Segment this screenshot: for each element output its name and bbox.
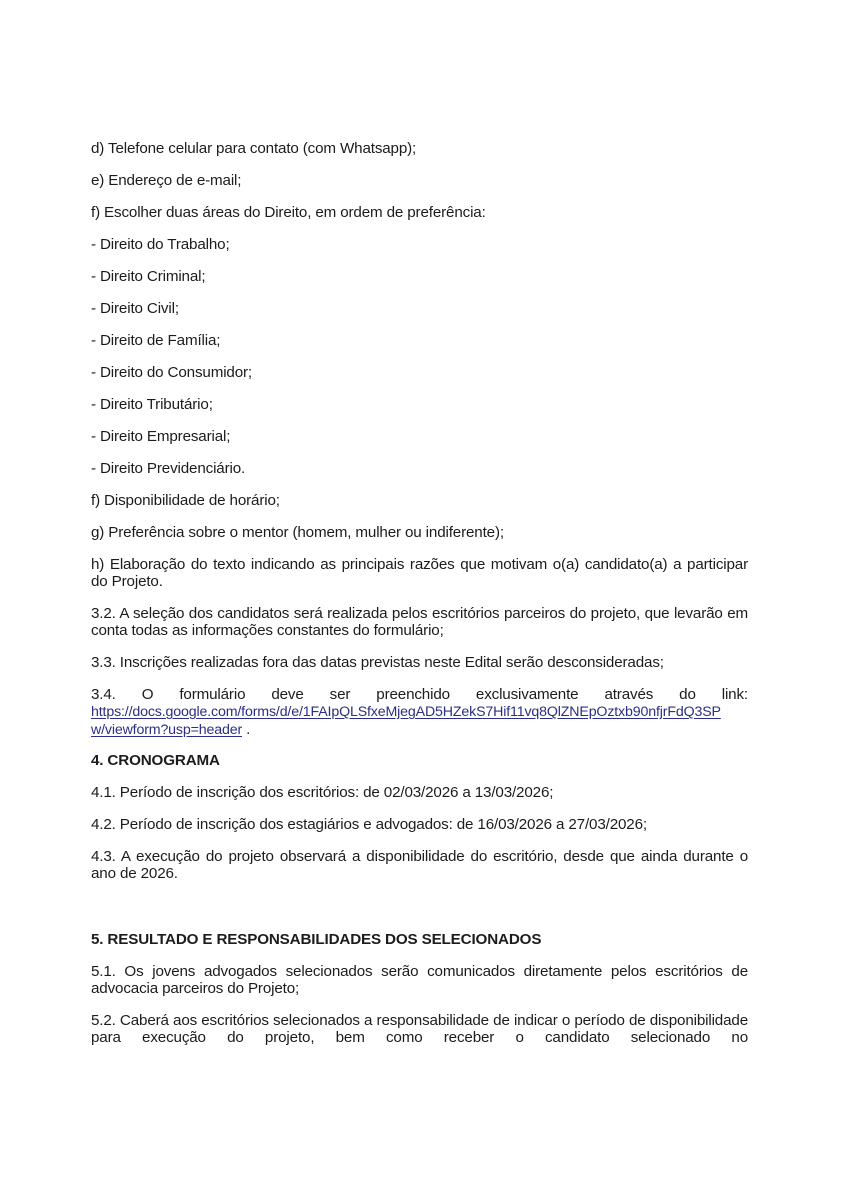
list-item-direito-tributario: - Direito Tributário; — [91, 396, 213, 413]
clause-4-2: 4.2. Período de inscrição dos estagiários e advogados: de 16/03/2026 a 27/03/2026; — [91, 816, 647, 833]
document-page — [91, 140, 748, 1046]
clause-3-4-text: 3.4. O formulário deve ser preenchido exclusivamente através do link: — [91, 686, 748, 703]
clause-4-1: 4.1. Período de inscrição dos escritórios: de 02/03/2026 a 13/03/2026; — [91, 784, 554, 801]
section-5-heading: 5. RESULTADO E RESPONSABILIDADES DOS SELECIONADOS — [91, 931, 542, 948]
clause-4-3: 4.3. A execução do projeto observará a disponibilidade do escritório, desde que ainda durante o ano de 2026. — [91, 848, 748, 882]
list-item-elaboracao-texto: h) Elaboração do texto indicando as principais razões que motivam o(a) candidato(a) a participar do Projeto. — [91, 556, 748, 590]
list-item-email: e) Endereço de e-mail; — [91, 172, 242, 189]
clause-5-2: 5.2. Caberá aos escritórios selecionados a responsabilidade de indicar o período de disponibilidade para execução do projeto, bem como receber o candidato selecionado no — [91, 1012, 748, 1046]
list-item-direito-consumidor: - Direito do Consumidor; — [91, 364, 252, 381]
list-item-direito-previdenciario: - Direito Previdenciário. — [91, 460, 246, 477]
clause-5-1: 5.1. Os jovens advogados selecionados serão comunicados diretamente pelos escritórios de advocacia parceiros do Projeto; — [91, 963, 748, 997]
list-item-disponibilidade: f) Disponibilidade de horário; — [91, 492, 280, 509]
list-item-direito-trabalho: - Direito do Trabalho; — [91, 236, 230, 253]
form-link-continued[interactable] — [91, 722, 242, 738]
list-item-telefone: d) Telefone celular para contato (com Whatsapp); — [91, 140, 417, 157]
clause-3-3: 3.3. Inscrições realizadas fora das datas previstas neste Edital serão desconsideradas; — [91, 654, 664, 671]
list-item-direito-civil: - Direito Civil; — [91, 300, 179, 317]
list-item-direito-familia: - Direito de Família; — [91, 332, 221, 349]
list-item-areas-direito: f) Escolher duas áreas do Direito, em ordem de preferência: — [91, 204, 486, 221]
list-item-direito-empresarial: - Direito Empresarial; — [91, 428, 231, 445]
clause-3-4 — [91, 686, 748, 739]
clause-3-2: 3.2. A seleção dos candidatos será realizada pelos escritórios parceiros do projeto, que levarão em conta todas as informações constantes do formulário; — [91, 605, 748, 639]
link-trailing-period: . — [242, 721, 251, 738]
form-link-line-2: w/viewform?usp=header — [91, 722, 243, 738]
form-link-line-1: https://docs.google.com/forms/d/e/1FAIpQLSfxeMjegAD5HZekS7Hif11vq8QlZNEpOztxb90nfjrFdQ3SP — [91, 704, 721, 720]
list-item-direito-criminal: - Direito Criminal; — [91, 268, 206, 285]
list-item-preferencia-mentor: g) Preferência sobre o mentor (homem, mulher ou indiferente); — [91, 524, 504, 541]
form-link[interactable] — [91, 703, 748, 721]
section-4-heading: 4. CRONOGRAMA — [91, 752, 220, 769]
